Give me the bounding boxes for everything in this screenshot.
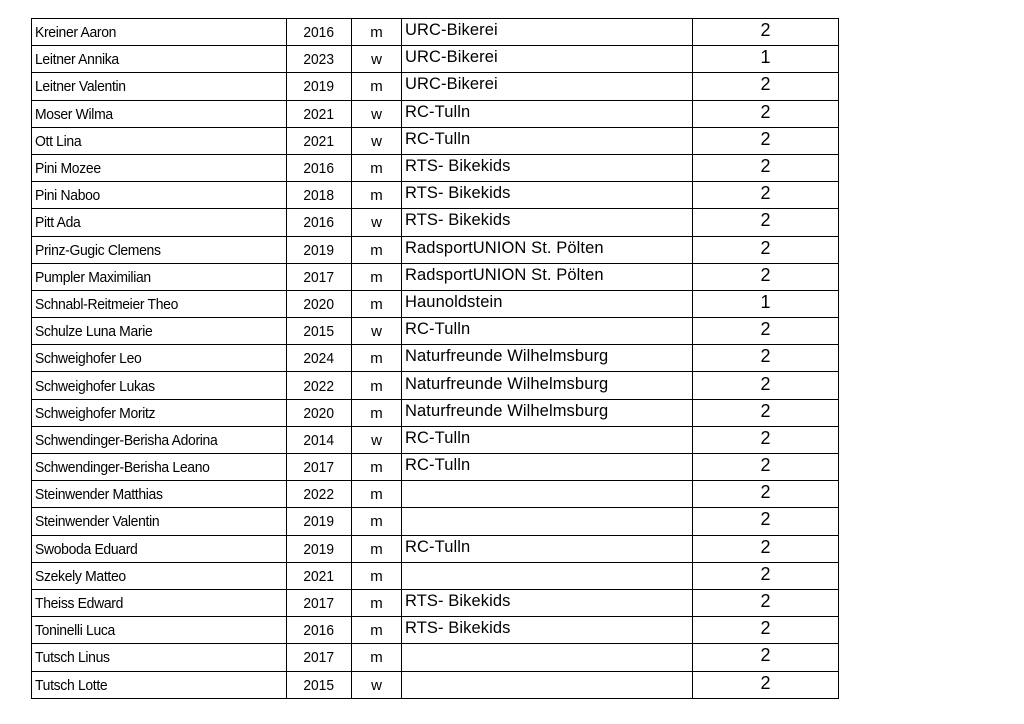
club-name-cell — [402, 318, 693, 345]
count-cell — [693, 617, 839, 644]
sex-cell — [352, 644, 402, 671]
count-cell — [693, 426, 839, 453]
birth-year: 2020 — [303, 404, 335, 422]
sex-cell — [352, 127, 402, 154]
count-cell — [693, 454, 839, 481]
birth-year: 2017 — [303, 649, 335, 667]
sex-cell — [352, 209, 402, 236]
sex-cell — [352, 318, 402, 345]
table-row — [32, 100, 839, 127]
birth-year-cell — [287, 454, 352, 481]
sex: w — [371, 105, 382, 123]
count-cell — [693, 671, 839, 698]
birth-year: 2021 — [303, 105, 335, 123]
sex: m — [370, 567, 383, 585]
participant-name-cell — [32, 671, 287, 698]
club-name: URC-Bikerei — [405, 48, 498, 67]
club-name: Naturfreunde Wilhelmsburg — [405, 347, 609, 366]
participant-name: Moser Wilma — [35, 105, 113, 123]
club-name-cell — [402, 263, 693, 290]
count: 2 — [760, 509, 771, 530]
count-cell — [693, 127, 839, 154]
count: 2 — [760, 618, 771, 639]
club-name: RadsportUNION St. Pölten — [405, 238, 604, 257]
count-cell — [693, 535, 839, 562]
birth-year-cell — [287, 19, 352, 46]
count: 2 — [760, 210, 771, 231]
club-name: RC-Tulln — [405, 129, 471, 148]
participant-name: Pini Mozee — [35, 160, 101, 178]
table-row — [32, 481, 839, 508]
sex: w — [371, 51, 382, 69]
club-name-cell — [402, 481, 693, 508]
birth-year-cell — [287, 426, 352, 453]
club-name: Naturfreunde Wilhelmsburg — [405, 401, 609, 420]
participant-name: Schwendinger-Berisha Adorina — [35, 431, 218, 449]
sex: m — [370, 160, 383, 178]
sex: m — [370, 268, 383, 286]
birth-year-cell — [287, 345, 352, 372]
club-name: RC-Tulln — [405, 456, 471, 475]
club-name: RTS- Bikekids — [405, 184, 511, 203]
birth-year: 2016 — [303, 622, 335, 640]
participant-name: Schulze Luna Marie — [35, 323, 153, 341]
participant-name-cell — [32, 46, 287, 73]
count: 2 — [760, 74, 771, 95]
count-cell — [693, 290, 839, 317]
club-name-cell — [402, 562, 693, 589]
participant-name: Tutsch Linus — [35, 649, 110, 667]
count: 2 — [760, 400, 771, 421]
sex: m — [370, 649, 383, 667]
birth-year-cell — [287, 236, 352, 263]
table-row — [32, 182, 839, 209]
table-row — [32, 290, 839, 317]
club-name-cell — [402, 535, 693, 562]
sex: m — [370, 622, 383, 640]
sex-cell — [352, 345, 402, 372]
birth-year: 2014 — [303, 431, 335, 449]
birth-year-cell — [287, 182, 352, 209]
participant-name: Tutsch Lotte — [35, 676, 108, 694]
sex-cell — [352, 535, 402, 562]
club-name: RC-Tulln — [405, 102, 471, 121]
sex: m — [370, 241, 383, 259]
sex-cell — [352, 508, 402, 535]
club-name-cell — [402, 372, 693, 399]
club-name: RC-Tulln — [405, 537, 471, 556]
participant-name-cell — [32, 236, 287, 263]
table-row — [32, 345, 839, 372]
participant-name: Ott Lina — [35, 132, 82, 150]
club-name: RC-Tulln — [405, 320, 471, 339]
birth-year: 2019 — [303, 241, 335, 259]
count-cell — [693, 481, 839, 508]
club-name-cell — [402, 454, 693, 481]
club-name-cell — [402, 182, 693, 209]
participant-table — [31, 18, 839, 699]
count: 2 — [760, 264, 771, 285]
count-cell — [693, 73, 839, 100]
participant-name-cell — [32, 644, 287, 671]
birth-year-cell — [287, 127, 352, 154]
sex: w — [371, 676, 382, 694]
sex-cell — [352, 100, 402, 127]
club-name-cell — [402, 589, 693, 616]
participant-name: Kreiner Aaron — [35, 24, 117, 42]
count-cell — [693, 345, 839, 372]
sex-cell — [352, 399, 402, 426]
birth-year: 2020 — [303, 295, 335, 313]
club-name-cell — [402, 154, 693, 181]
count-cell — [693, 399, 839, 426]
birth-year: 2017 — [303, 459, 335, 477]
count-cell — [693, 100, 839, 127]
birth-year-cell — [287, 372, 352, 399]
club-name: RadsportUNION St. Pölten — [405, 265, 604, 284]
sex-cell — [352, 19, 402, 46]
count: 2 — [760, 672, 771, 693]
participant-table-body — [32, 19, 839, 699]
sex-cell — [352, 372, 402, 399]
club-name: URC-Bikerei — [405, 75, 498, 94]
count: 2 — [760, 427, 771, 448]
count: 2 — [760, 20, 771, 41]
sex: m — [370, 513, 383, 531]
birth-year: 2015 — [303, 323, 335, 341]
table-row — [32, 535, 839, 562]
sex-cell — [352, 562, 402, 589]
birth-year-cell — [287, 263, 352, 290]
club-name-cell — [402, 399, 693, 426]
club-name-cell — [402, 345, 693, 372]
participant-name: Theiss Edward — [35, 595, 124, 613]
birth-year: 2019 — [303, 513, 335, 531]
count-cell — [693, 19, 839, 46]
participant-name-cell — [32, 318, 287, 345]
club-name-cell — [402, 508, 693, 535]
count: 2 — [760, 482, 771, 503]
sex-cell — [352, 263, 402, 290]
count-cell — [693, 589, 839, 616]
birth-year-cell — [287, 399, 352, 426]
birth-year: 2023 — [303, 51, 335, 69]
birth-year: 2019 — [303, 540, 335, 558]
club-name: RC-Tulln — [405, 428, 471, 447]
birth-year-cell — [287, 100, 352, 127]
count: 2 — [760, 645, 771, 666]
participant-name-cell — [32, 182, 287, 209]
table-row — [32, 154, 839, 181]
count-cell — [693, 372, 839, 399]
birth-year: 2016 — [303, 160, 335, 178]
participant-name-cell — [32, 508, 287, 535]
club-name-cell — [402, 46, 693, 73]
birth-year-cell — [287, 589, 352, 616]
count: 2 — [760, 591, 771, 612]
sex-cell — [352, 671, 402, 698]
sex-cell — [352, 290, 402, 317]
birth-year-cell — [287, 154, 352, 181]
count-cell — [693, 508, 839, 535]
club-name: Naturfreunde Wilhelmsburg — [405, 374, 609, 393]
participant-name: Schnabl-Reitmeier Theo — [35, 295, 179, 313]
count: 2 — [760, 237, 771, 258]
birth-year-cell — [287, 318, 352, 345]
sex-cell — [352, 454, 402, 481]
club-name: RTS- Bikekids — [405, 157, 511, 176]
birth-year-cell — [287, 671, 352, 698]
participant-name: Schweighofer Lukas — [35, 377, 155, 395]
sex-cell — [352, 73, 402, 100]
sex-cell — [352, 426, 402, 453]
count: 2 — [760, 183, 771, 204]
sex-cell — [352, 182, 402, 209]
club-name-cell — [402, 127, 693, 154]
participant-name-cell — [32, 19, 287, 46]
count-cell — [693, 209, 839, 236]
table-row — [32, 562, 839, 589]
participant-name-cell — [32, 209, 287, 236]
participant-name-cell — [32, 454, 287, 481]
count-cell — [693, 562, 839, 589]
participant-name-cell — [32, 399, 287, 426]
participant-name-cell — [32, 535, 287, 562]
participant-name-cell — [32, 73, 287, 100]
sex-cell — [352, 236, 402, 263]
birth-year: 2016 — [303, 24, 335, 42]
participant-name-cell — [32, 372, 287, 399]
participant-name-cell — [32, 263, 287, 290]
birth-year-cell — [287, 73, 352, 100]
sex-cell — [352, 617, 402, 644]
participant-name-cell — [32, 589, 287, 616]
count: 2 — [760, 156, 771, 177]
table-row — [32, 236, 839, 263]
count-cell — [693, 182, 839, 209]
participant-name: Swoboda Eduard — [35, 540, 138, 558]
sex: m — [370, 404, 383, 422]
club-name: URC-Bikerei — [405, 21, 498, 40]
sex: m — [370, 595, 383, 613]
birth-year-cell — [287, 644, 352, 671]
participant-name: Schweighofer Moritz — [35, 404, 156, 422]
birth-year: 2022 — [303, 486, 335, 504]
birth-year: 2021 — [303, 567, 335, 585]
participant-name: Szekely Matteo — [35, 567, 126, 585]
birth-year-cell — [287, 481, 352, 508]
participant-name-cell — [32, 154, 287, 181]
birth-year-cell — [287, 617, 352, 644]
count: 2 — [760, 346, 771, 367]
sex-cell — [352, 154, 402, 181]
participant-name: Pini Naboo — [35, 187, 100, 205]
sex: m — [370, 377, 383, 395]
club-name-cell — [402, 426, 693, 453]
count: 1 — [760, 47, 771, 68]
birth-year: 2017 — [303, 268, 335, 286]
participant-name: Leitner Annika — [35, 51, 119, 69]
club-name-cell — [402, 617, 693, 644]
sex: m — [370, 350, 383, 368]
participant-name: Steinwender Matthias — [35, 486, 163, 504]
participant-name-cell — [32, 617, 287, 644]
sex: m — [370, 187, 383, 205]
sex: w — [371, 431, 382, 449]
table-row — [32, 318, 839, 345]
sex-cell — [352, 46, 402, 73]
count: 2 — [760, 373, 771, 394]
table-row — [32, 127, 839, 154]
table-row — [32, 589, 839, 616]
participant-name-cell — [32, 562, 287, 589]
sex: m — [370, 486, 383, 504]
table-row — [32, 399, 839, 426]
birth-year: 2015 — [303, 676, 335, 694]
participant-name-cell — [32, 481, 287, 508]
birth-year: 2024 — [303, 350, 335, 368]
participant-name: Schwendinger-Berisha Leano — [35, 459, 210, 477]
table-row — [32, 209, 839, 236]
table-row — [32, 73, 839, 100]
count-cell — [693, 318, 839, 345]
birth-year: 2022 — [303, 377, 335, 395]
birth-year: 2018 — [303, 187, 335, 205]
sex: w — [371, 214, 382, 232]
birth-year-cell — [287, 290, 352, 317]
club-name: RTS- Bikekids — [405, 619, 511, 638]
club-name-cell — [402, 644, 693, 671]
club-name-cell — [402, 209, 693, 236]
club-name-cell — [402, 236, 693, 263]
participant-name: Pumpler Maximilian — [35, 268, 151, 286]
table-row — [32, 671, 839, 698]
table-row — [32, 617, 839, 644]
table-row — [32, 644, 839, 671]
count: 2 — [760, 319, 771, 340]
sex: m — [370, 78, 383, 96]
count: 2 — [760, 101, 771, 122]
club-name: RTS- Bikekids — [405, 592, 511, 611]
count: 2 — [760, 128, 771, 149]
table-row — [32, 426, 839, 453]
club-name: Haunoldstein — [405, 292, 503, 311]
participant-name-cell — [32, 290, 287, 317]
participant-name: Leitner Valentin — [35, 78, 126, 96]
participant-name: Pitt Ada — [35, 214, 81, 232]
participant-name: Schweighofer Leo — [35, 350, 142, 368]
participant-name-cell — [32, 345, 287, 372]
club-name-cell — [402, 19, 693, 46]
count-cell — [693, 236, 839, 263]
sex-cell — [352, 481, 402, 508]
sex: w — [371, 323, 382, 341]
participant-name: Prinz-Gugic Clemens — [35, 241, 161, 259]
club-name-cell — [402, 671, 693, 698]
table-row — [32, 19, 839, 46]
participant-name-cell — [32, 100, 287, 127]
sex: m — [370, 540, 383, 558]
birth-year-cell — [287, 535, 352, 562]
participant-name-cell — [32, 426, 287, 453]
sex-cell — [352, 589, 402, 616]
table-row — [32, 263, 839, 290]
count: 1 — [760, 291, 771, 312]
sex: m — [370, 295, 383, 313]
birth-year: 2019 — [303, 78, 335, 96]
birth-year-cell — [287, 209, 352, 236]
count: 2 — [760, 536, 771, 557]
club-name-cell — [402, 290, 693, 317]
birth-year-cell — [287, 562, 352, 589]
count-cell — [693, 263, 839, 290]
table-row — [32, 508, 839, 535]
birth-year: 2021 — [303, 132, 335, 150]
count-cell — [693, 644, 839, 671]
club-name: RTS- Bikekids — [405, 211, 511, 230]
participant-name-cell — [32, 127, 287, 154]
participant-name: Toninelli Luca — [35, 622, 115, 640]
birth-year-cell — [287, 46, 352, 73]
sex: m — [370, 24, 383, 42]
count-cell — [693, 154, 839, 181]
birth-year-cell — [287, 508, 352, 535]
count: 2 — [760, 563, 771, 584]
birth-year: 2016 — [303, 214, 335, 232]
count: 2 — [760, 455, 771, 476]
count-cell — [693, 46, 839, 73]
participant-name: Steinwender Valentin — [35, 513, 160, 531]
table-row — [32, 454, 839, 481]
table-row — [32, 46, 839, 73]
club-name-cell — [402, 73, 693, 100]
sex: m — [370, 459, 383, 477]
sex: w — [371, 132, 382, 150]
birth-year: 2017 — [303, 595, 335, 613]
club-name-cell — [402, 100, 693, 127]
table-row — [32, 372, 839, 399]
